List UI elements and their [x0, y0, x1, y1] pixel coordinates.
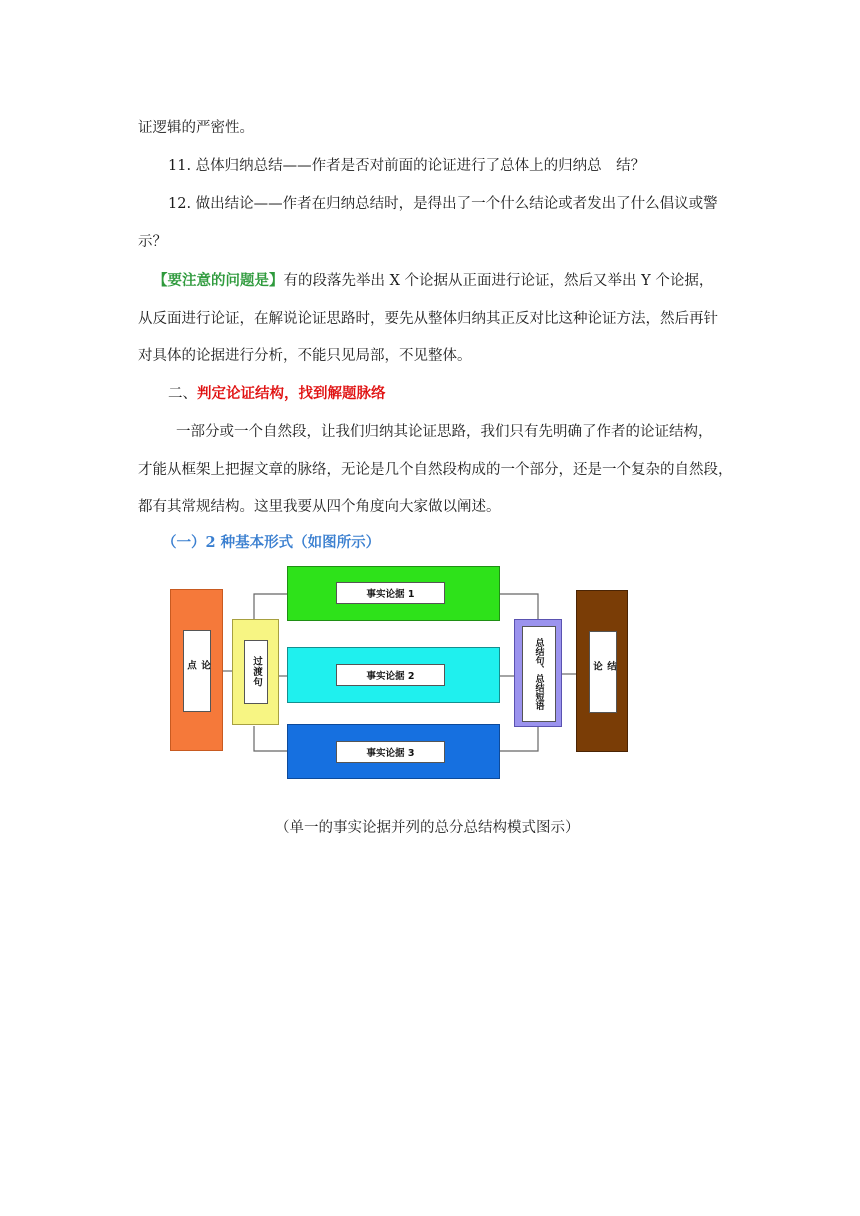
fact-evidence-3-label: 事实论据 3 — [336, 741, 445, 763]
section-heading — [168, 384, 386, 404]
transition-label: 过渡句 — [244, 640, 268, 704]
section-number: 二、 — [168, 386, 197, 402]
fact-evidence-3-box — [287, 724, 500, 779]
body-line-2: 才能从框架上把握文章的脉络，无论是几个自然段构成的一个部分，还是一个复杂的自然段， — [138, 462, 733, 478]
summary-label: 总结句、总结短语 — [522, 626, 556, 722]
argument-point-box — [170, 589, 223, 751]
note-line-1 — [153, 271, 713, 291]
argument-point-label: 论 点 — [183, 630, 211, 712]
transition-box — [232, 619, 279, 725]
fact-evidence-1-box — [287, 566, 500, 621]
list-item-11: 11. 总体归纳总结——作者是否对前面的论证进行了总体上的归纳总 结？ — [168, 158, 646, 174]
fact-evidence-2-label: 事实论据 2 — [336, 664, 445, 686]
paragraph-continuation: 证逻辑的严密性。 — [138, 120, 254, 136]
conclusion-label: 结 论 — [589, 631, 617, 713]
subsection-heading: （一）2 种基本形式（如图所示） — [162, 534, 381, 551]
diagram-caption: （单一的事实论据并列的总分总结构模式图示） — [275, 820, 580, 836]
list-item-12-cont: 示？ — [138, 234, 167, 250]
note-label: 【要注意的问题是】 — [153, 272, 284, 289]
conclusion-box — [576, 590, 628, 752]
fact-evidence-1-label: 事实论据 1 — [336, 582, 445, 604]
note-line-3: 对具体的论据进行分析，不能只见局部，不见整体。 — [138, 348, 472, 364]
summary-box — [514, 619, 562, 727]
note-text: 有的段落先举出 X 个论据从正面进行论证，然后又举出 Y 个论据， — [283, 273, 714, 289]
body-line-1: 一部分或一个自然段，让我们归纳其论证思路，我们只有先明确了作者的论证结构， — [176, 424, 713, 440]
fact-evidence-2-box — [287, 647, 500, 703]
list-item-12: 12. 做出结论——作者在归纳总结时，是得出了一个什么结论或者发出了什么倡议或警 — [168, 196, 718, 212]
note-line-2: 从反面进行论证，在解说论证思路时，要先从整体归纳其正反对比这种论证方法，然后再针 — [138, 311, 718, 327]
section-title: 判定论证结构，找到解题脉络 — [197, 385, 386, 402]
body-line-3: 都有其常规结构。这里我要从四个角度向大家做以阐述。 — [138, 499, 501, 515]
